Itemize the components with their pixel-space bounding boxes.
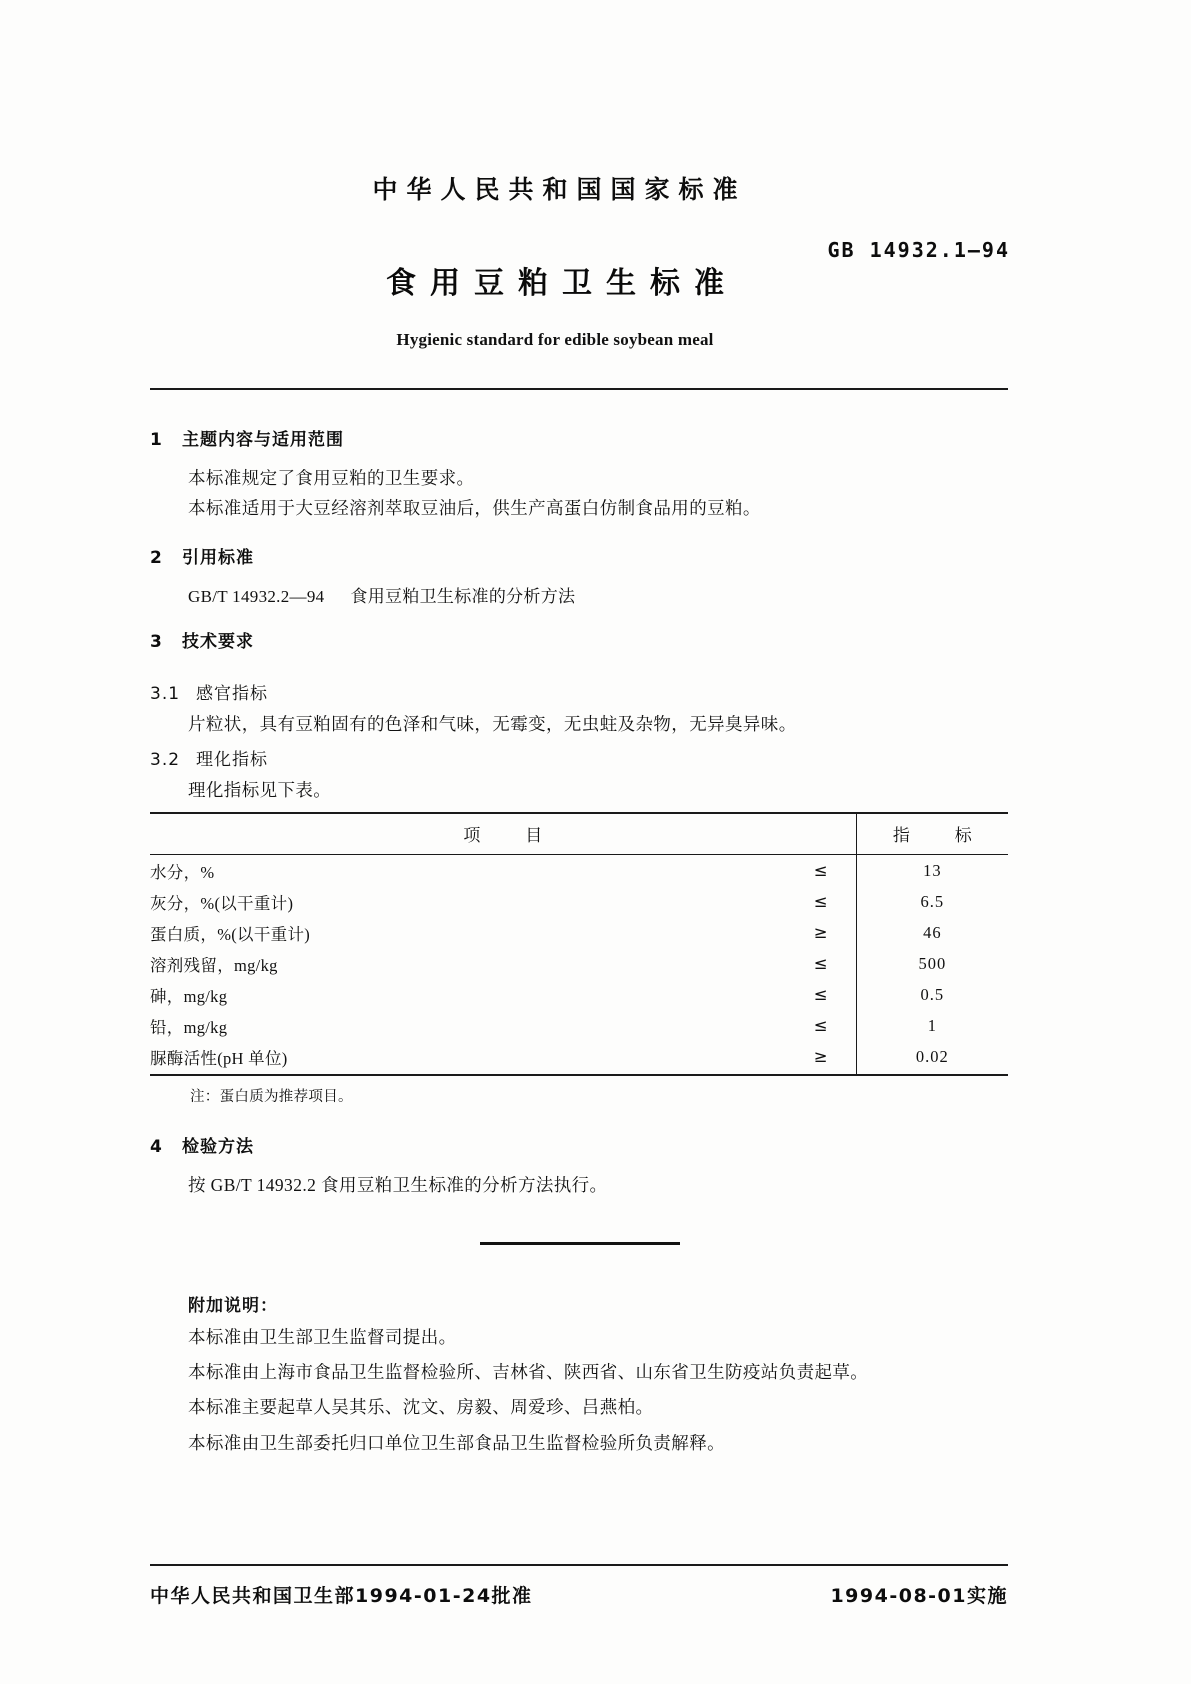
physicochemical-index-table xyxy=(150,812,1008,1106)
section-1-paragraph-2: 本标准适用于大豆经溶剂萃取豆油后，供生产高蛋白仿制食品用的豆粕。 xyxy=(188,498,761,519)
section-3-2-heading xyxy=(150,745,1010,770)
table-row xyxy=(150,886,1008,917)
spacer xyxy=(150,530,1010,543)
row-item-name: 灰分，%(以干重计) xyxy=(150,893,294,913)
row-value: 6.5 xyxy=(856,886,1008,917)
document-title-en: Hygienic standard for edible soybean meal xyxy=(396,330,714,349)
row-value: 500 xyxy=(856,948,1008,979)
appendix-line: 本标准由卫生部卫生监督司提出。 xyxy=(188,1327,457,1348)
section-2-title: 引用标准 xyxy=(182,547,254,568)
section-1-heading xyxy=(150,425,1010,450)
section-4-title: 检验方法 xyxy=(182,1136,254,1157)
header-divider xyxy=(150,388,1008,390)
row-value: 0.02 xyxy=(856,1041,1008,1074)
standard-number: GB 14932.1—94 xyxy=(827,238,1010,262)
table-bottom-rule xyxy=(150,1074,1008,1076)
row-value: 0.5 xyxy=(856,979,1008,1010)
spacer xyxy=(150,1245,1010,1291)
spec-table-header-row xyxy=(150,813,1008,855)
row-operator: ≤ xyxy=(813,954,828,974)
section-3-heading xyxy=(150,627,1010,652)
section-1-title: 主题内容与适用范围 xyxy=(182,430,344,450)
section-1-number: 1 xyxy=(150,430,163,450)
document-header xyxy=(150,170,1010,350)
page-footer xyxy=(150,1581,1008,1608)
row-item-name: 铅，mg/kg xyxy=(150,1017,228,1037)
table-row xyxy=(150,855,1008,887)
row-item-name: 水分，% xyxy=(150,862,215,882)
appendix-line: 本标准主要起草人吴其乐、沈文、房毅、周爱珍、吕燕柏。 xyxy=(188,1397,654,1418)
row-value: 13 xyxy=(856,855,1008,887)
spacer xyxy=(150,1106,1010,1132)
spec-table xyxy=(150,812,1008,1074)
section-3-1-number: 3.1 xyxy=(150,683,181,704)
effective-date: 1994-08-01实施 xyxy=(830,1585,1008,1607)
spacer xyxy=(150,666,1010,679)
section-3-2-text: 理化指标见下表。 xyxy=(188,780,332,801)
row-value: 1 xyxy=(856,1010,1008,1041)
document-title-cn: 食用豆粕卫生标准 xyxy=(386,266,738,301)
section-4-text: 按 GB/T 14932.2 食用豆粕卫生标准的分析方法执行。 xyxy=(188,1174,608,1195)
approval-statement: 中华人民共和国卫生部1994-01-24批准 xyxy=(150,1585,533,1607)
section-3-2-number: 3.2 xyxy=(150,750,181,771)
row-item-name: 溶剂残留，mg/kg xyxy=(150,955,278,975)
section-4-heading xyxy=(150,1132,1010,1157)
referenced-standard xyxy=(150,582,1010,607)
section-3-1-text: 片粒状，具有豆粕固有的色泽和气味，无霉变，无虫蛀及杂物，无异臭异味。 xyxy=(188,713,797,734)
section-3-2-title: 理化指标 xyxy=(196,750,268,771)
section-3-title: 技术要求 xyxy=(182,631,254,652)
table-row xyxy=(150,1041,1008,1074)
table-row xyxy=(150,948,1008,979)
column-header-index-label: 指 标 xyxy=(892,826,986,846)
section-2-heading xyxy=(150,543,1010,568)
column-header-index xyxy=(856,813,1008,855)
table-row xyxy=(150,917,1008,948)
appendix-line: 本标准由卫生部委托归口单位卫生部食品卫生监督检验所负责解释。 xyxy=(188,1432,725,1453)
column-header-item-label: 项 目 xyxy=(463,826,557,846)
section-3-1-title: 感官指标 xyxy=(196,683,268,704)
table-row xyxy=(150,1010,1008,1041)
row-item-name: 脲酶活性(pH 单位) xyxy=(150,1048,288,1068)
section-4-number: 4 xyxy=(150,1136,163,1157)
column-header-item xyxy=(150,813,856,855)
footer-divider xyxy=(150,1564,1008,1566)
referenced-standard-title: 食用豆粕卫生标准的分析方法 xyxy=(350,586,576,606)
row-operator: ≤ xyxy=(813,861,828,881)
row-operator: ≤ xyxy=(813,1016,828,1036)
section-1-paragraph-1: 本标准规定了食用豆粕的卫生要求。 xyxy=(188,468,475,488)
document-body xyxy=(150,425,1010,1465)
section-3-1-heading xyxy=(150,679,1010,704)
referenced-standard-code: GB/T 14932.2—94 xyxy=(188,586,325,606)
appendix-title: 附加说明： xyxy=(188,1296,278,1317)
table-note: 注：蛋白质为推荐项目。 xyxy=(190,1088,353,1105)
spacer xyxy=(150,1206,1010,1242)
appendix-line: 本标准由上海市食品卫生监督检验所、吉林省、陕西省、山东省卫生防疫站负责起草。 xyxy=(188,1362,869,1383)
spec-table-head xyxy=(150,813,1008,855)
row-operator: ≥ xyxy=(813,1047,828,1067)
section-2-number: 2 xyxy=(150,547,163,568)
row-item-name: 砷，mg/kg xyxy=(150,986,228,1006)
row-value: 46 xyxy=(856,917,1008,948)
spec-table-body xyxy=(150,855,1008,1074)
row-operator: ≥ xyxy=(813,923,828,943)
national-standard-label: 中华人民共和国国家标准 xyxy=(372,175,747,204)
row-operator: ≤ xyxy=(813,892,828,912)
table-row xyxy=(150,979,1008,1010)
row-item-name: 蛋白质，%(以干重计) xyxy=(150,924,311,944)
row-operator: ≤ xyxy=(813,985,828,1005)
section-3-number: 3 xyxy=(150,631,163,652)
